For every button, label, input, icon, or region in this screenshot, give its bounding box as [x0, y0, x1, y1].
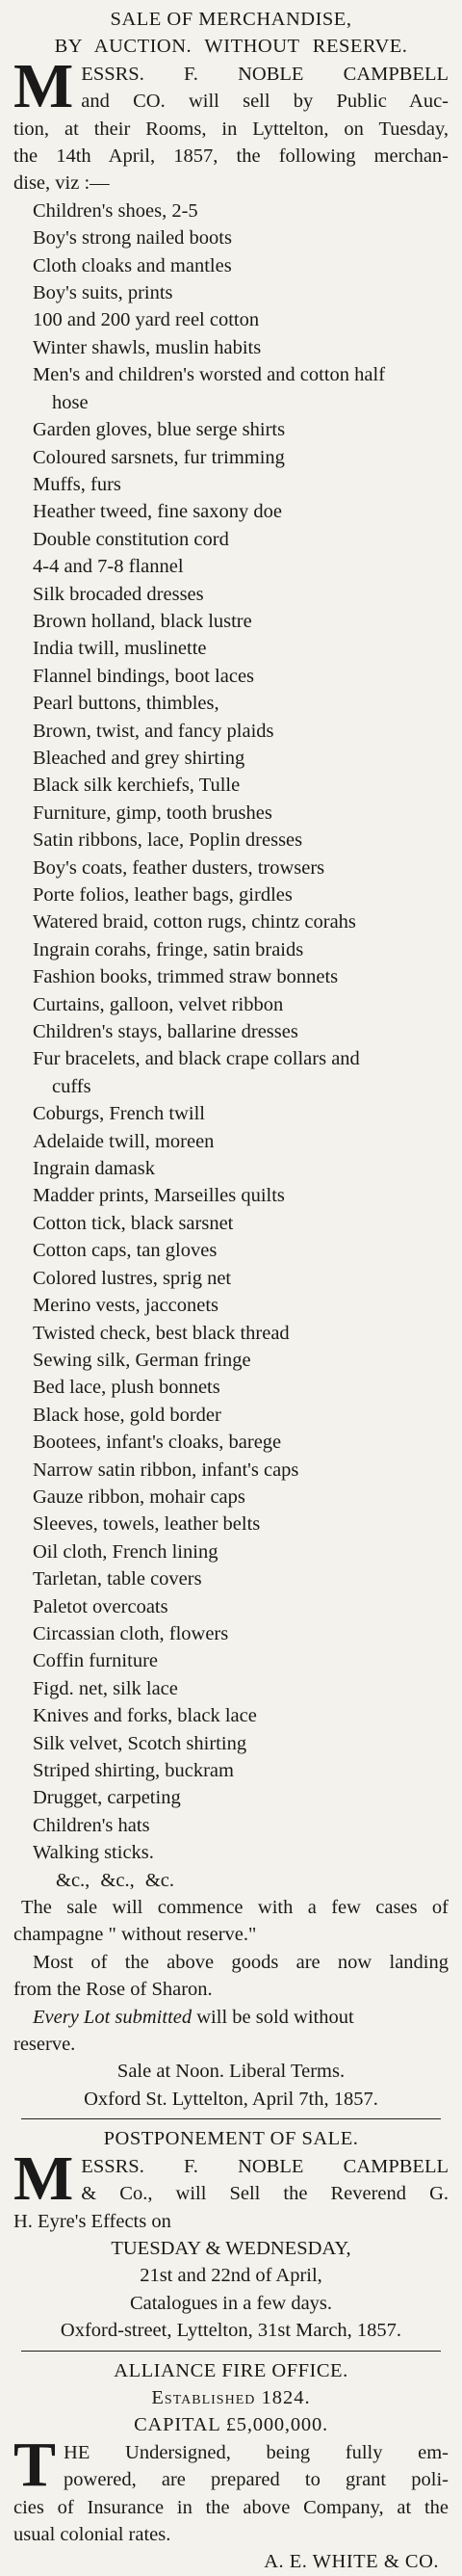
- list-item: Ingrain damask: [33, 1158, 155, 1180]
- list-item: Striped shirting, buckram: [33, 1760, 234, 1781]
- list-item: Fashion books, trimmed straw bonnets: [33, 966, 339, 988]
- list-item: Adelaide twill, moreen: [33, 1130, 215, 1152]
- list-item: Children's stays, ballarine dresses: [33, 1021, 298, 1043]
- list-item: Children's shoes, 2-5: [33, 199, 198, 222]
- list-item: Knives and forks, black lace: [33, 1705, 257, 1727]
- list-item: Boy's suits, prints: [33, 282, 173, 304]
- intro-line: tion, at their Rooms, in Lyttelton, on Tuesday,: [13, 118, 449, 140]
- ad-subheading: BY AUCTION. WITHOUT RESERVE.: [54, 36, 408, 58]
- signature: A. E. WHITE & CO.: [264, 2551, 439, 2573]
- ad-dateline: Oxford St. Lyttelton, April 7th, 1857.: [84, 2088, 378, 2110]
- sale-time: Sale at Noon. Liberal Terms.: [116, 2061, 346, 2083]
- list-item-continuation: cuffs: [52, 1075, 91, 1097]
- intro-paragraph: [13, 2429, 449, 2500]
- list-item: Cloth cloaks and mantles: [33, 254, 232, 276]
- list-item: Furniture, gimp, tooth brushes: [33, 802, 272, 824]
- list-item: Men's and children's worsted and cotton half: [33, 364, 386, 386]
- body-line: HE Undersigned, being fully em-: [64, 2441, 449, 2463]
- list-item: Narrow satin ribbon, infant's caps: [33, 1459, 299, 1481]
- list-item: Twisted check, best black thread: [33, 1322, 290, 1344]
- ad-heading: SALE OF MERCHANDISE,: [110, 9, 352, 30]
- body-line: powered, are prepared to grant poli-: [64, 2469, 449, 2491]
- merchandise-sale-ad: [13, 6, 449, 2113]
- intro-line: and CO. will sell by Public Auc-: [81, 91, 449, 113]
- reserve-word: reserve.: [13, 2034, 76, 2056]
- every-lot-text: will be sold without: [192, 2006, 354, 2028]
- list-item: Cotton caps, tan gloves: [33, 1240, 218, 1262]
- column-divider: [21, 2118, 441, 2119]
- intro-paragraph: [13, 2142, 449, 2214]
- merchandise-list: [13, 197, 449, 1867]
- list-item: Boy's coats, feather dusters, trowsers: [33, 856, 325, 879]
- intro-line: H. Eyre's Effects on: [13, 2210, 171, 2232]
- postponement-ad: [13, 2125, 449, 2344]
- list-item: Pearl buttons, thimbles,: [33, 693, 219, 715]
- list-item: Winter shawls, muslin habits: [33, 336, 262, 358]
- list-item: Black hose, gold border: [33, 1404, 221, 1426]
- intro-line: ESSRS. F. NOBLE CAMPBELL: [81, 2155, 449, 2177]
- note-line: Most of the above goods are now landing: [33, 1951, 449, 1973]
- list-item: Watered braid, cotton rugs, chintz corahs: [33, 911, 356, 933]
- ad-heading: ALLIANCE FIRE OFFICE.: [114, 2359, 348, 2381]
- body-line: usual colonial rates.: [13, 2523, 171, 2545]
- list-item-continuation: hose: [52, 391, 89, 413]
- fire-office-ad: [13, 2357, 449, 2576]
- list-item: Gauze ribbon, mohair caps: [33, 1485, 245, 1508]
- list-item: Muffs, furs: [33, 473, 121, 495]
- list-item: Figd. net, silk lace: [33, 1677, 178, 1699]
- list-item: Oil cloth, French lining: [33, 1540, 218, 1563]
- list-item: Bleached and grey shirting: [33, 747, 245, 769]
- intro-line: dise, viz :—: [13, 172, 110, 195]
- ad-dateline: Oxford-street, Lyttelton, 31st March, 1857.: [60, 2320, 402, 2342]
- every-lot-emphasis: Every Lot submitted: [33, 2006, 192, 2028]
- body-line: cies of Insurance in the above Company, at the: [13, 2496, 449, 2518]
- capital-line: CAPITAL £5,000,000.: [134, 2414, 328, 2436]
- intro-paragraph: [13, 50, 449, 121]
- list-item: Double constitution cord: [33, 528, 229, 550]
- list-item: Colored lustres, sprig net: [33, 1267, 232, 1289]
- every-lot-line: [13, 2004, 449, 2031]
- drop-cap: M: [13, 2142, 74, 2214]
- list-item: Silk brocaded dresses: [33, 583, 204, 605]
- catalogues-note: Catalogues in a few days.: [129, 2292, 333, 2314]
- intro-line: & Co., will Sell the Reverend G.: [81, 2183, 449, 2205]
- intro-line: ESSRS. F. NOBLE CAMPBELL: [81, 63, 449, 85]
- list-item: Ingrain corahs, fringe, satin braids: [33, 938, 304, 960]
- list-item: Walking sticks.: [33, 1842, 154, 1864]
- list-item: Merino vests, jacconets: [33, 1295, 218, 1317]
- list-item: 4-4 and 7-8 flannel: [33, 556, 184, 578]
- list-item: Paletot overcoats: [33, 1595, 168, 1617]
- drop-cap: T: [13, 2429, 57, 2500]
- list-item: Circassian cloth, flowers: [33, 1622, 229, 1644]
- note-line: from the Rose of Sharon.: [13, 1979, 213, 2001]
- list-item: Boy's strong nailed boots: [33, 227, 232, 250]
- list-item: Tarletan, table covers: [33, 1568, 202, 1590]
- list-item: Brown holland, black lustre: [33, 610, 252, 632]
- list-item: Sewing silk, German fringe: [33, 1349, 251, 1371]
- list-item: India twill, muslinette: [33, 638, 207, 660]
- etcetera-line: &c., &c., &c.: [56, 1869, 175, 1891]
- list-item: Drugget, carpeting: [33, 1787, 181, 1809]
- list-item: Satin ribbons, lace, Poplin dresses: [33, 829, 303, 852]
- intro-line: the 14th April, 1857, the following merchan-: [13, 145, 449, 168]
- list-item: Sleeves, towels, leather belts: [33, 1513, 261, 1536]
- list-item: Porte folios, leather bags, girdles: [33, 884, 293, 906]
- list-item: Brown, twist, and fancy plaids: [33, 720, 274, 742]
- list-item: Bed lace, plush bonnets: [33, 1377, 220, 1399]
- list-item: Garden gloves, blue serge shirts: [33, 419, 286, 441]
- list-item: Curtains, galloon, velvet ribbon: [33, 993, 284, 1015]
- list-item: Coffin furniture: [33, 1650, 158, 1672]
- list-item: Coloured sarsnets, fur trimming: [33, 446, 285, 468]
- note-line: champagne " without reserve.": [13, 1924, 257, 1946]
- list-item: Fur bracelets, and black crape collars and: [33, 1048, 360, 1070]
- list-item: Coburgs, French twill: [33, 1103, 205, 1125]
- list-item: Bootees, infant's cloaks, barege: [33, 1432, 282, 1454]
- list-item: Madder prints, Marseilles quilts: [33, 1185, 285, 1207]
- newspaper-column: [13, 0, 449, 2576]
- list-item: 100 and 200 yard reel cotton: [33, 309, 260, 331]
- column-divider: [21, 2351, 441, 2352]
- sale-days: TUESDAY & WEDNESDAY,: [111, 2237, 351, 2259]
- list-item: Children's hats: [33, 1814, 150, 1836]
- ad-heading: POSTPONEMENT OF SALE.: [103, 2128, 359, 2150]
- note-line: The sale will commence with a few cases of: [21, 1897, 449, 1919]
- list-item: Flannel bindings, boot laces: [33, 665, 255, 687]
- drop-cap: M: [13, 50, 74, 121]
- list-item: Cotton tick, black sarsnet: [33, 1212, 234, 1234]
- list-item: Black silk kerchiefs, Tulle: [33, 775, 241, 797]
- list-item: Silk velvet, Scotch shirting: [33, 1732, 247, 1754]
- established-line: Established 1824.: [151, 2386, 311, 2408]
- sale-dates: 21st and 22nd of April,: [140, 2265, 322, 2287]
- list-item: Heather tweed, fine saxony doe: [33, 501, 282, 523]
